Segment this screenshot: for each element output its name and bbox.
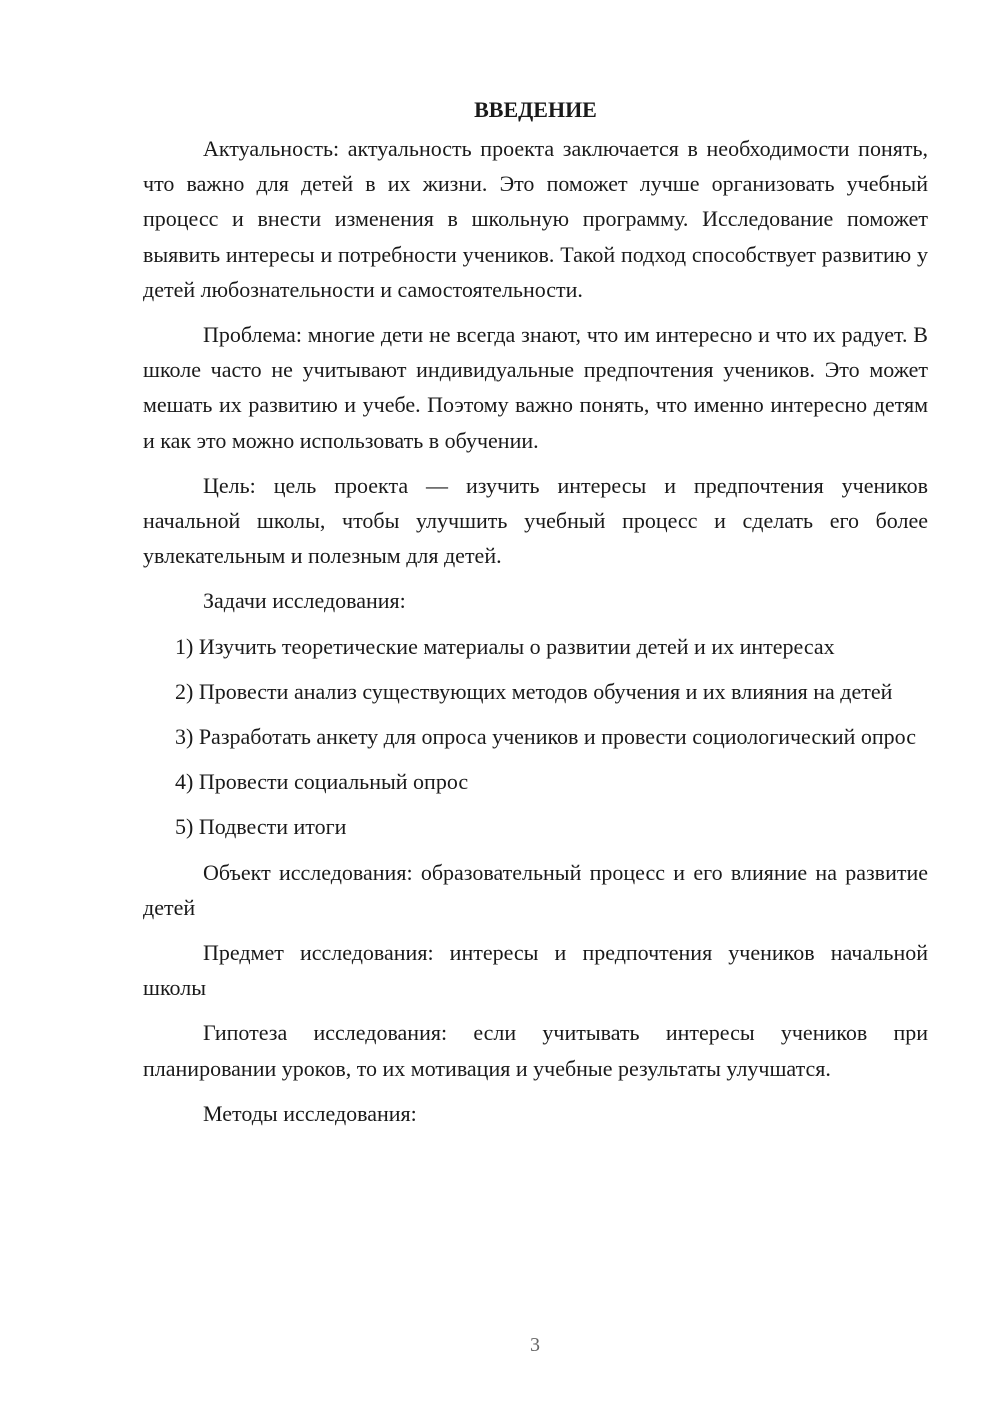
page-content (143, 95, 928, 1141)
tasks-heading: Задачи исследования: (203, 588, 406, 614)
methods-heading: Методы исследования: (203, 1100, 417, 1126)
task-item-4: 4) Провести социальный опрос (175, 769, 469, 795)
task-item-5: 5) Подвести итоги (175, 814, 347, 840)
task-item-3: 3) Разработать анкету для опроса учеников и провести социологический опрос (175, 724, 916, 750)
hypothesis-paragraph: Гипотеза исследования: если учитывать интересы учеников при планировании уроков, то их мотивация и учебные результаты улучшатся. (143, 1020, 928, 1081)
subject-paragraph: Предмет исследования: интересы и предпочтения учеников начальной школы (143, 940, 928, 1001)
page-number: 3 (530, 1334, 540, 1356)
page-title: ВВЕДЕНИЕ (474, 97, 597, 122)
task-item-1: 1) Изучить теоретические материалы о развитии детей и их интересах (175, 633, 835, 659)
task-item-2: 2) Провести анализ существующих методов обучения и их влияния на детей (175, 678, 893, 704)
problem-paragraph: Проблема: многие дети не всегда знают, что им интересно и что их радует. В школе часто не учитывают индивидуальные предпочтения учеников. Это может мешать их развитию и учебе. Поэтому важно понять, что именно интересно детям и как это можно использовать в обучении. (143, 322, 928, 453)
relevance-paragraph: Актуальность: актуальность проекта заключается в необходимости понять, что важно для детей в их жизни. Это поможет лучше организовать учебный процесс и внести изменения в школьную программу. Исследование поможет выявить интересы и потребности учеников. Такой подход способствует развитию у детей любознательности и самостоятельности. (143, 136, 928, 302)
object-paragraph: Объект исследования: образовательный процесс и его влияние на развитие детей (143, 859, 928, 920)
goal-paragraph: Цель: цель проекта — изучить интересы и предпочтения учеников начальной школы, чтобы улучшить учебный процесс и сделать его более увлекательным и полезным для детей. (143, 472, 928, 569)
